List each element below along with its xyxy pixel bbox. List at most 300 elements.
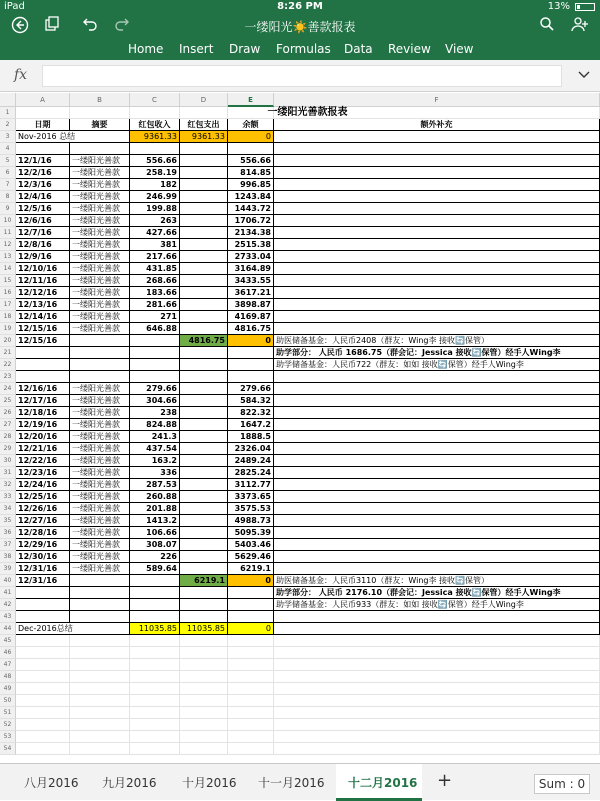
bordered-cell[interactable]: [180, 371, 228, 383]
income-cell[interactable]: 381: [130, 239, 180, 251]
row-header[interactable]: 49: [0, 683, 16, 695]
payout-balance[interactable]: 0: [228, 575, 274, 587]
payout-balance[interactable]: 0: [228, 335, 274, 347]
desc-cell[interactable]: 一缕阳光善款: [70, 443, 130, 455]
desc-cell[interactable]: 一缕阳光善款: [70, 515, 130, 527]
extra-cell[interactable]: [274, 299, 600, 311]
extra-cell[interactable]: [274, 227, 600, 239]
balance-cell[interactable]: 822.32: [228, 407, 274, 419]
desc-cell[interactable]: 一缕阳光善款: [70, 311, 130, 323]
row-header[interactable]: 36: [0, 527, 16, 539]
desc-cell[interactable]: 一缕阳光善款: [70, 155, 130, 167]
date-cell[interactable]: 12/25/16: [16, 491, 70, 503]
empty-cell[interactable]: [16, 707, 70, 719]
empty-cell[interactable]: [180, 719, 228, 731]
income-cell[interactable]: 217.66: [130, 251, 180, 263]
empty-cell[interactable]: [130, 695, 180, 707]
income-cell[interactable]: 182: [130, 179, 180, 191]
extra-cell[interactable]: [274, 467, 600, 479]
expense-cell[interactable]: [180, 215, 228, 227]
empty-cell[interactable]: [70, 719, 130, 731]
date-cell[interactable]: 12/14/16: [16, 311, 70, 323]
bordered-cell[interactable]: [16, 599, 70, 611]
expense-cell[interactable]: [180, 407, 228, 419]
desc-cell[interactable]: 一缕阳光善款: [70, 383, 130, 395]
extra-cell[interactable]: [274, 431, 600, 443]
empty-cell[interactable]: [130, 671, 180, 683]
desc-cell[interactable]: 一缕阳光善款: [70, 527, 130, 539]
balance-cell[interactable]: 3898.87: [228, 299, 274, 311]
row-header[interactable]: 2: [0, 119, 16, 131]
income-cell[interactable]: 336: [130, 467, 180, 479]
desc-cell[interactable]: 一缕阳光善款: [70, 227, 130, 239]
expense-cell[interactable]: [180, 323, 228, 335]
bordered-cell[interactable]: [70, 143, 130, 155]
row-header[interactable]: 19: [0, 323, 16, 335]
search-icon[interactable]: [535, 16, 559, 38]
empty-cell[interactable]: [16, 659, 70, 671]
column-header-c[interactable]: C: [130, 93, 180, 107]
empty-cell[interactable]: [130, 743, 180, 755]
bordered-cell[interactable]: [70, 371, 130, 383]
bordered-cell[interactable]: [228, 347, 274, 359]
expense-cell[interactable]: [180, 419, 228, 431]
bordered-cell[interactable]: [228, 611, 274, 623]
header-summary[interactable]: 摘要: [70, 119, 130, 131]
expense-cell[interactable]: [180, 251, 228, 263]
balance-cell[interactable]: 5629.46: [228, 551, 274, 563]
empty-cell[interactable]: [274, 635, 600, 647]
row-header[interactable]: 28: [0, 431, 16, 443]
payout-desc[interactable]: [70, 335, 130, 347]
column-header-f[interactable]: F: [274, 93, 600, 107]
empty-cell[interactable]: [16, 719, 70, 731]
desc-cell[interactable]: 一缕阳光善款: [70, 191, 130, 203]
income-cell[interactable]: 241.3: [130, 431, 180, 443]
empty-cell[interactable]: [70, 743, 130, 755]
desc-cell[interactable]: 一缕阳光善款: [70, 275, 130, 287]
row-header[interactable]: 23: [0, 371, 16, 383]
empty-cell[interactable]: [130, 683, 180, 695]
empty-cell[interactable]: [16, 743, 70, 755]
payout-date[interactable]: 12/15/16: [16, 335, 70, 347]
bordered-cell[interactable]: [228, 359, 274, 371]
balance-cell[interactable]: 1706.72: [228, 215, 274, 227]
desc-cell[interactable]: 一缕阳光善款: [70, 491, 130, 503]
add-sheet-button[interactable]: +: [437, 770, 453, 791]
expense-cell[interactable]: [180, 275, 228, 287]
income-cell[interactable]: 226: [130, 551, 180, 563]
desc-cell[interactable]: 一缕阳光善款: [70, 287, 130, 299]
empty-cell[interactable]: [274, 683, 600, 695]
empty-cell[interactable]: [130, 707, 180, 719]
date-cell[interactable]: 12/5/16: [16, 203, 70, 215]
income-cell[interactable]: 824.88: [130, 419, 180, 431]
empty-cell[interactable]: [180, 683, 228, 695]
bordered-cell[interactable]: [16, 587, 70, 599]
empty-cell[interactable]: [274, 695, 600, 707]
payout-desc[interactable]: [70, 575, 130, 587]
tab-data[interactable]: Data: [344, 42, 373, 56]
empty-cell[interactable]: [180, 659, 228, 671]
bordered-cell[interactable]: [130, 347, 180, 359]
expense-cell[interactable]: [180, 167, 228, 179]
row-header[interactable]: 33: [0, 491, 16, 503]
income-cell[interactable]: 1413.2: [130, 515, 180, 527]
empty-cell[interactable]: [180, 695, 228, 707]
empty-cell[interactable]: [16, 695, 70, 707]
balance-cell[interactable]: 1647.2: [228, 419, 274, 431]
date-cell[interactable]: 12/1/16: [16, 155, 70, 167]
empty-cell[interactable]: [228, 659, 274, 671]
extra-cell[interactable]: [274, 539, 600, 551]
date-cell[interactable]: 12/24/16: [16, 479, 70, 491]
bordered-cell[interactable]: [180, 611, 228, 623]
bordered-cell[interactable]: [70, 587, 130, 599]
expense-cell[interactable]: [180, 467, 228, 479]
extra-cell[interactable]: [274, 239, 600, 251]
row-header[interactable]: 50: [0, 695, 16, 707]
extra-cell[interactable]: [274, 443, 600, 455]
payout-note[interactable]: 助学储备基金：人民币722（群友：如如 接收🔄保管）经手人Wing李: [274, 359, 600, 371]
bordered-cell[interactable]: [274, 143, 600, 155]
expense-cell[interactable]: [180, 503, 228, 515]
sheet-tab-dec[interactable]: 十二月2016: [348, 776, 418, 790]
row-header[interactable]: 18: [0, 311, 16, 323]
income-cell[interactable]: 238: [130, 407, 180, 419]
row-header[interactable]: 20: [0, 335, 16, 347]
balance-cell[interactable]: 2825.24: [228, 467, 274, 479]
row-header[interactable]: 45: [0, 635, 16, 647]
date-cell[interactable]: 12/28/16: [16, 527, 70, 539]
dec-summary-extra[interactable]: [274, 623, 600, 635]
payout-income[interactable]: [130, 575, 180, 587]
expense-cell[interactable]: [180, 191, 228, 203]
balance-cell[interactable]: 3164.89: [228, 263, 274, 275]
date-cell[interactable]: 12/22/16: [16, 455, 70, 467]
date-cell[interactable]: 12/13/16: [16, 299, 70, 311]
payout-note[interactable]: 助学部分： 人民币 1686.75（群会记：Jessica 接收🔄保管）经手人Wing李: [274, 347, 600, 359]
date-cell[interactable]: 12/26/16: [16, 503, 70, 515]
empty-cell[interactable]: [180, 647, 228, 659]
empty-cell[interactable]: [228, 635, 274, 647]
desc-cell[interactable]: 一缕阳光善款: [70, 551, 130, 563]
bordered-cell[interactable]: [180, 587, 228, 599]
payout-note[interactable]: 助学储备基金：人民币933（群友：如如 接收🔄保管）经手人Wing李: [274, 599, 600, 611]
desc-cell[interactable]: 一缕阳光善款: [70, 203, 130, 215]
date-cell[interactable]: 12/17/16: [16, 395, 70, 407]
empty-cell[interactable]: [70, 635, 130, 647]
expense-cell[interactable]: [180, 551, 228, 563]
row-header[interactable]: 8: [0, 191, 16, 203]
extra-cell[interactable]: [274, 407, 600, 419]
income-cell[interactable]: 271: [130, 311, 180, 323]
expense-cell[interactable]: [180, 479, 228, 491]
desc-cell[interactable]: 一缕阳光善款: [70, 263, 130, 275]
expense-cell[interactable]: [180, 239, 228, 251]
nov-summary-income[interactable]: 9361.33: [130, 131, 180, 143]
extra-cell[interactable]: [274, 203, 600, 215]
extra-cell[interactable]: [274, 311, 600, 323]
row-header[interactable]: 6: [0, 167, 16, 179]
desc-cell[interactable]: 一缕阳光善款: [70, 179, 130, 191]
balance-cell[interactable]: 6219.1: [228, 563, 274, 575]
empty-cell[interactable]: [228, 743, 274, 755]
row-header[interactable]: 46: [0, 647, 16, 659]
empty-cell[interactable]: [130, 659, 180, 671]
extra-cell[interactable]: [274, 167, 600, 179]
row-header[interactable]: 10: [0, 215, 16, 227]
balance-cell[interactable]: 3575.53: [228, 503, 274, 515]
empty-cell[interactable]: [180, 731, 228, 743]
row-header[interactable]: 29: [0, 443, 16, 455]
row-header[interactable]: 27: [0, 419, 16, 431]
expense-cell[interactable]: [180, 203, 228, 215]
income-cell[interactable]: 106.66: [130, 527, 180, 539]
date-cell[interactable]: 12/10/16: [16, 263, 70, 275]
empty-cell[interactable]: [228, 671, 274, 683]
date-cell[interactable]: 12/27/16: [16, 515, 70, 527]
empty-cell[interactable]: [70, 659, 130, 671]
bordered-cell[interactable]: [130, 371, 180, 383]
balance-cell[interactable]: 3373.65: [228, 491, 274, 503]
date-cell[interactable]: 12/18/16: [16, 407, 70, 419]
empty-cell[interactable]: [70, 707, 130, 719]
income-cell[interactable]: 199.88: [130, 203, 180, 215]
date-cell[interactable]: 12/6/16: [16, 215, 70, 227]
chevron-down-icon[interactable]: [578, 68, 590, 82]
empty-cell[interactable]: [180, 743, 228, 755]
row-header[interactable]: 48: [0, 671, 16, 683]
bordered-cell[interactable]: [228, 371, 274, 383]
balance-cell[interactable]: 5403.46: [228, 539, 274, 551]
row-header[interactable]: 39: [0, 563, 16, 575]
empty-cell[interactable]: [16, 671, 70, 683]
row-header[interactable]: 11: [0, 227, 16, 239]
expense-cell[interactable]: [180, 179, 228, 191]
balance-cell[interactable]: 3112.77: [228, 479, 274, 491]
bordered-cell[interactable]: [70, 347, 130, 359]
balance-cell[interactable]: 3617.21: [228, 287, 274, 299]
row-header[interactable]: 7: [0, 179, 16, 191]
bordered-cell[interactable]: [228, 599, 274, 611]
expense-cell[interactable]: [180, 311, 228, 323]
nov-summary-expense[interactable]: 9361.33: [180, 131, 228, 143]
row-header[interactable]: 21: [0, 347, 16, 359]
desc-cell[interactable]: 一缕阳光善款: [70, 215, 130, 227]
row-header[interactable]: 5: [0, 155, 16, 167]
bordered-cell[interactable]: [274, 371, 600, 383]
empty-cell[interactable]: [70, 671, 130, 683]
row-header[interactable]: 42: [0, 599, 16, 611]
empty-cell[interactable]: [228, 731, 274, 743]
date-cell[interactable]: 12/16/16: [16, 383, 70, 395]
sheet-tab-aug[interactable]: 八月2016: [24, 776, 79, 790]
header-income[interactable]: 红包收入: [130, 119, 180, 131]
tab-home[interactable]: Home: [128, 42, 164, 56]
extra-cell[interactable]: [274, 263, 600, 275]
expense-cell[interactable]: [180, 431, 228, 443]
extra-cell[interactable]: [274, 479, 600, 491]
column-header-a[interactable]: A: [16, 93, 70, 107]
sheet-tab-nov[interactable]: 十一月2016: [258, 776, 325, 790]
row-header[interactable]: 32: [0, 479, 16, 491]
desc-cell[interactable]: 一缕阳光善款: [70, 455, 130, 467]
row-header[interactable]: 52: [0, 719, 16, 731]
empty-cell[interactable]: [16, 731, 70, 743]
income-cell[interactable]: 646.88: [130, 323, 180, 335]
balance-cell[interactable]: 2326.04: [228, 443, 274, 455]
bordered-cell[interactable]: [180, 599, 228, 611]
desc-cell[interactable]: 一缕阳光善款: [70, 395, 130, 407]
extra-cell[interactable]: [274, 563, 600, 575]
income-cell[interactable]: 268.66: [130, 275, 180, 287]
desc-cell[interactable]: 一缕阳光善款: [70, 323, 130, 335]
income-cell[interactable]: 427.66: [130, 227, 180, 239]
income-cell[interactable]: 556.66: [130, 155, 180, 167]
extra-cell[interactable]: [274, 419, 600, 431]
extra-cell[interactable]: [274, 455, 600, 467]
empty-cell[interactable]: [274, 731, 600, 743]
empty-cell[interactable]: [180, 635, 228, 647]
desc-cell[interactable]: 一缕阳光善款: [70, 479, 130, 491]
empty-cell[interactable]: [70, 647, 130, 659]
row-header[interactable]: 38: [0, 551, 16, 563]
bordered-cell[interactable]: [16, 347, 70, 359]
nov-summary-label[interactable]: Nov-2016 总结: [16, 131, 130, 143]
row-header[interactable]: 37: [0, 539, 16, 551]
expense-cell[interactable]: [180, 227, 228, 239]
row-header[interactable]: 24: [0, 383, 16, 395]
balance-cell[interactable]: 814.85: [228, 167, 274, 179]
desc-cell[interactable]: 一缕阳光善款: [70, 419, 130, 431]
date-cell[interactable]: 12/19/16: [16, 419, 70, 431]
expense-cell[interactable]: [180, 155, 228, 167]
expense-cell[interactable]: [180, 443, 228, 455]
payout-date[interactable]: 12/31/16: [16, 575, 70, 587]
extra-cell[interactable]: [274, 287, 600, 299]
row-header[interactable]: 16: [0, 287, 16, 299]
bordered-cell[interactable]: [130, 143, 180, 155]
row-header[interactable]: 3: [0, 131, 16, 143]
desc-cell[interactable]: 一缕阳光善款: [70, 167, 130, 179]
expense-cell[interactable]: [180, 515, 228, 527]
tab-formulas[interactable]: Formulas: [276, 42, 331, 56]
extra-cell[interactable]: [274, 395, 600, 407]
header-extra[interactable]: 额外补充: [274, 119, 600, 131]
extra-cell[interactable]: [274, 491, 600, 503]
empty-cell[interactable]: [16, 683, 70, 695]
header-expense[interactable]: 红包支出: [180, 119, 228, 131]
empty-cell[interactable]: [228, 647, 274, 659]
bordered-cell[interactable]: [130, 611, 180, 623]
row-header[interactable]: 17: [0, 299, 16, 311]
empty-cell[interactable]: [16, 647, 70, 659]
extra-cell[interactable]: [274, 551, 600, 563]
balance-cell[interactable]: 1243.84: [228, 191, 274, 203]
balance-cell[interactable]: 584.32: [228, 395, 274, 407]
empty-cell[interactable]: [274, 743, 600, 755]
date-cell[interactable]: 12/3/16: [16, 179, 70, 191]
balance-cell[interactable]: 5095.39: [228, 527, 274, 539]
sheet-tab-oct[interactable]: 十月2016: [182, 776, 237, 790]
expense-cell[interactable]: [180, 383, 228, 395]
balance-cell[interactable]: 2733.04: [228, 251, 274, 263]
bordered-cell[interactable]: [180, 359, 228, 371]
date-cell[interactable]: 12/9/16: [16, 251, 70, 263]
extra-cell[interactable]: [274, 323, 600, 335]
row-header[interactable]: 14: [0, 263, 16, 275]
payout-note[interactable]: 助学部分： 人民币 2176.10（群会记：Jessica 接收🔄保管）经手人Wing李: [274, 587, 600, 599]
extra-cell[interactable]: [274, 155, 600, 167]
date-cell[interactable]: 12/4/16: [16, 191, 70, 203]
payout-note[interactable]: 助医储备基金：人民币2408（群友：Wing李 接收🔄保管）: [274, 335, 600, 347]
income-cell[interactable]: 263: [130, 215, 180, 227]
date-cell[interactable]: 12/2/16: [16, 167, 70, 179]
income-cell[interactable]: 589.64: [130, 563, 180, 575]
row-header[interactable]: 26: [0, 407, 16, 419]
balance-cell[interactable]: 1443.72: [228, 203, 274, 215]
tab-review[interactable]: Review: [388, 42, 431, 56]
dec-summary-expense[interactable]: 11035.85: [180, 623, 228, 635]
desc-cell[interactable]: 一缕阳光善款: [70, 239, 130, 251]
empty-cell[interactable]: [228, 707, 274, 719]
empty-cell[interactable]: [130, 647, 180, 659]
sheet-tab-sep[interactable]: 九月2016: [102, 776, 157, 790]
bordered-cell[interactable]: [130, 587, 180, 599]
empty-cell[interactable]: [70, 683, 130, 695]
date-cell[interactable]: 12/12/16: [16, 287, 70, 299]
dec-summary-income[interactable]: 11035.85: [130, 623, 180, 635]
empty-cell[interactable]: [130, 635, 180, 647]
report-title[interactable]: 一缕阳光善款报表: [16, 107, 600, 119]
expense-cell[interactable]: [180, 491, 228, 503]
tab-insert[interactable]: Insert: [179, 42, 214, 56]
column-header-b[interactable]: B: [70, 93, 130, 107]
row-header[interactable]: 53: [0, 731, 16, 743]
row-header[interactable]: 13: [0, 251, 16, 263]
empty-cell[interactable]: [274, 659, 600, 671]
row-header[interactable]: 51: [0, 707, 16, 719]
bordered-cell[interactable]: [16, 143, 70, 155]
bordered-cell[interactable]: [180, 143, 228, 155]
balance-cell[interactable]: 2515.38: [228, 239, 274, 251]
nov-summary-extra[interactable]: [274, 131, 600, 143]
income-cell[interactable]: 308.07: [130, 539, 180, 551]
extra-cell[interactable]: [274, 215, 600, 227]
bordered-cell[interactable]: [16, 359, 70, 371]
row-header[interactable]: 47: [0, 659, 16, 671]
empty-cell[interactable]: [228, 695, 274, 707]
desc-cell[interactable]: 一缕阳光善款: [70, 467, 130, 479]
header-balance[interactable]: 余额: [228, 119, 274, 131]
row-header[interactable]: 12: [0, 239, 16, 251]
balance-cell[interactable]: 4816.75: [228, 323, 274, 335]
balance-cell[interactable]: 4169.87: [228, 311, 274, 323]
extra-cell[interactable]: [274, 179, 600, 191]
balance-cell[interactable]: 3433.55: [228, 275, 274, 287]
desc-cell[interactable]: 一缕阳光善款: [70, 407, 130, 419]
date-cell[interactable]: 12/8/16: [16, 239, 70, 251]
desc-cell[interactable]: 一缕阳光善款: [70, 299, 130, 311]
bordered-cell[interactable]: [180, 347, 228, 359]
empty-cell[interactable]: [70, 731, 130, 743]
empty-cell[interactable]: [274, 719, 600, 731]
row-header[interactable]: 54: [0, 743, 16, 755]
desc-cell[interactable]: 一缕阳光善款: [70, 431, 130, 443]
income-cell[interactable]: 279.66: [130, 383, 180, 395]
extra-cell[interactable]: [274, 251, 600, 263]
